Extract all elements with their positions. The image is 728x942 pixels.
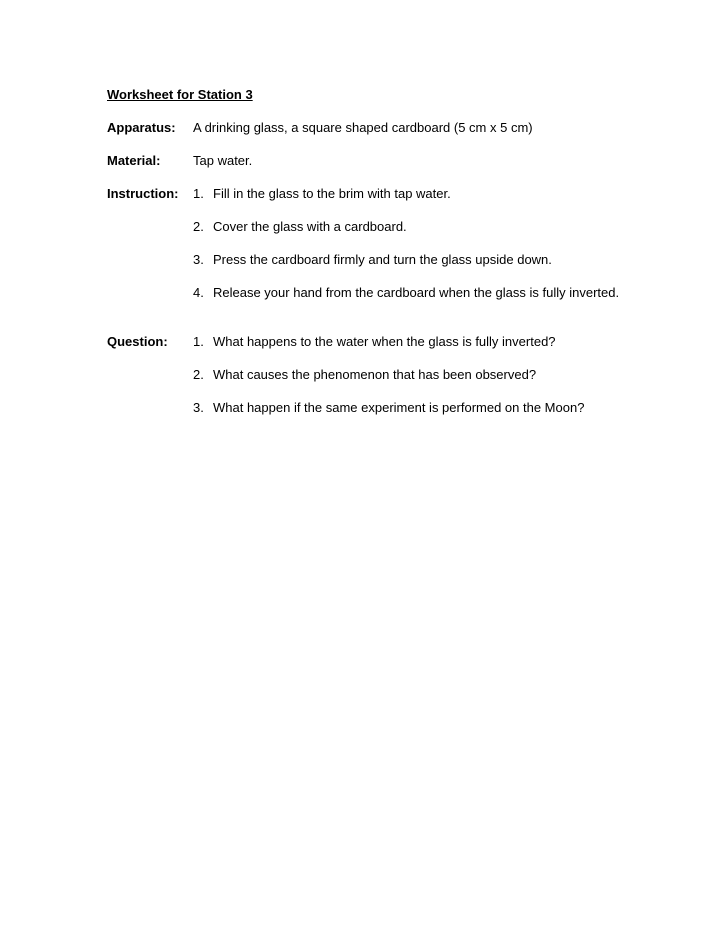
instruction-item-text: Cover the glass with a cardboard. <box>213 219 407 234</box>
instruction-item-text: Press the cardboard firmly and turn the glass upside down. <box>213 252 552 267</box>
question-item-text: What happen if the same experiment is performed on the Moon? <box>213 400 585 415</box>
instruction-item-text: Release your hand from the cardboard when the glass is fully inverted. <box>213 285 620 300</box>
instruction-item-number: 2. <box>193 219 204 234</box>
instruction-item <box>193 285 633 301</box>
question-item <box>193 334 633 350</box>
question-item-text: What happens to the water when the glass is fully inverted? <box>213 334 556 349</box>
material-text: Tap water. <box>193 153 253 168</box>
material-label: Material: <box>107 153 161 168</box>
apparatus-text: A drinking glass, a square shaped cardboard (5 cm x 5 cm) <box>193 120 533 135</box>
instruction-item-number: 3. <box>193 252 204 267</box>
instruction-item-number: 1. <box>193 186 204 201</box>
question-item-number: 2. <box>193 367 204 382</box>
question-item-number: 1. <box>193 334 204 349</box>
instruction-item <box>193 252 633 268</box>
question-item-number: 3. <box>193 400 204 415</box>
question-item <box>193 367 633 383</box>
question-item <box>193 400 633 416</box>
instruction-item-number: 4. <box>193 285 204 300</box>
question-item-text: What causes the phenomenon that has been observed? <box>213 367 537 382</box>
instruction-label: Instruction: <box>107 186 179 201</box>
instruction-item <box>193 186 633 202</box>
question-label: Question: <box>107 334 168 349</box>
worksheet-title: Worksheet for Station 3 <box>107 87 253 102</box>
instruction-item <box>193 219 633 235</box>
apparatus-label: Apparatus: <box>107 120 176 135</box>
instruction-item-text: Fill in the glass to the brim with tap water. <box>213 186 451 201</box>
